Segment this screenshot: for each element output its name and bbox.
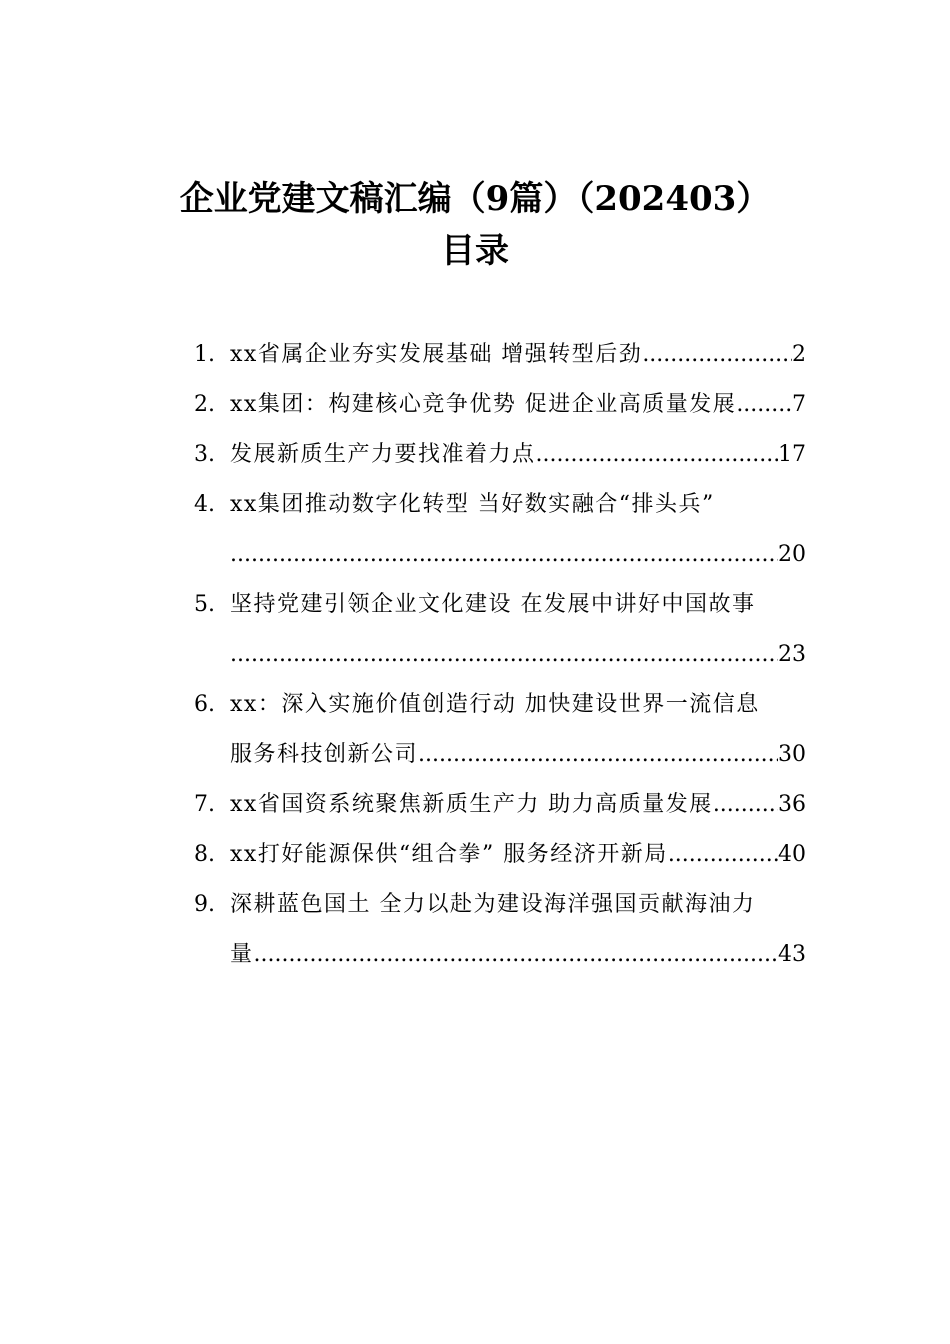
toc-entry-7[interactable] xyxy=(194,780,806,830)
toc-entry-title-continued: 量 xyxy=(230,942,254,967)
toc-entry-number: 9. xyxy=(194,892,215,917)
dot-leader xyxy=(230,630,778,680)
toc-heading: 目录 xyxy=(441,231,509,271)
toc-entry-title: xx省属企业夯实发展基础 增强转型后劲 xyxy=(230,342,643,367)
dot-leader xyxy=(418,730,778,780)
toc-entry-number: 3. xyxy=(194,442,215,467)
dot-leader xyxy=(713,780,778,830)
table-of-contents xyxy=(194,330,806,980)
toc-entry-6[interactable] xyxy=(194,680,806,780)
toc-entry-title: xx省国资系统聚焦新质生产力 助力高质量发展 xyxy=(230,792,713,817)
toc-entry-5[interactable] xyxy=(194,580,806,680)
toc-entry-2[interactable] xyxy=(194,380,806,430)
toc-entry-title: xx集团推动数字化转型 当好数实融合“排头兵” xyxy=(230,492,715,517)
toc-page-number: 36 xyxy=(778,792,806,817)
toc-entry-number: 5. xyxy=(194,592,215,617)
toc-entry-title: xx集团：构建核心竞争优势 促进企业高质量发展 xyxy=(230,392,737,417)
dot-leader xyxy=(736,380,792,430)
toc-entry-title: 坚持党建引领企业文化建设 在发展中讲好中国故事 xyxy=(230,592,756,617)
toc-entry-number: 7. xyxy=(194,792,215,817)
document-title: 企业党建文稿汇编（9篇）（202403） xyxy=(179,179,771,219)
dot-leader xyxy=(642,330,792,380)
toc-page-number: 30 xyxy=(778,742,806,767)
toc-page-number: 20 xyxy=(778,542,806,567)
dot-leader xyxy=(254,930,778,980)
toc-page-number: 43 xyxy=(778,942,806,967)
toc-page-number: 23 xyxy=(778,642,806,667)
toc-entry-title: xx打好能源保供“组合拳” 服务经济开新局 xyxy=(230,842,668,867)
toc-entry-title: xx：深入实施价值创造行动 加快建设世界一流信息 xyxy=(230,692,760,717)
toc-entry-number: 8. xyxy=(194,842,215,867)
toc-entry-number: 2. xyxy=(194,392,215,417)
toc-entry-number: 4. xyxy=(194,492,215,517)
dot-leader xyxy=(536,430,778,480)
toc-entry-4[interactable] xyxy=(194,480,806,580)
dot-leader xyxy=(668,830,778,880)
toc-page-number: 40 xyxy=(778,842,806,867)
toc-entry-1[interactable] xyxy=(194,330,806,380)
toc-entry-3[interactable] xyxy=(194,430,806,480)
toc-page-number: 17 xyxy=(778,442,806,467)
toc-entry-number: 1. xyxy=(194,342,215,367)
toc-entry-title: 深耕蓝色国土 全力以赴为建设海洋强国贡献海油力 xyxy=(230,892,756,917)
toc-entry-title-continued: 服务科技创新公司 xyxy=(230,742,419,767)
dot-leader xyxy=(230,530,778,580)
toc-entry-8[interactable] xyxy=(194,830,806,880)
toc-page-number: 2 xyxy=(792,342,806,367)
toc-page-number: 7 xyxy=(792,392,806,417)
toc-entry-9[interactable] xyxy=(194,880,806,980)
toc-entry-title: 发展新质生产力要找准着力点 xyxy=(230,442,536,467)
toc-entry-number: 6. xyxy=(194,692,215,717)
